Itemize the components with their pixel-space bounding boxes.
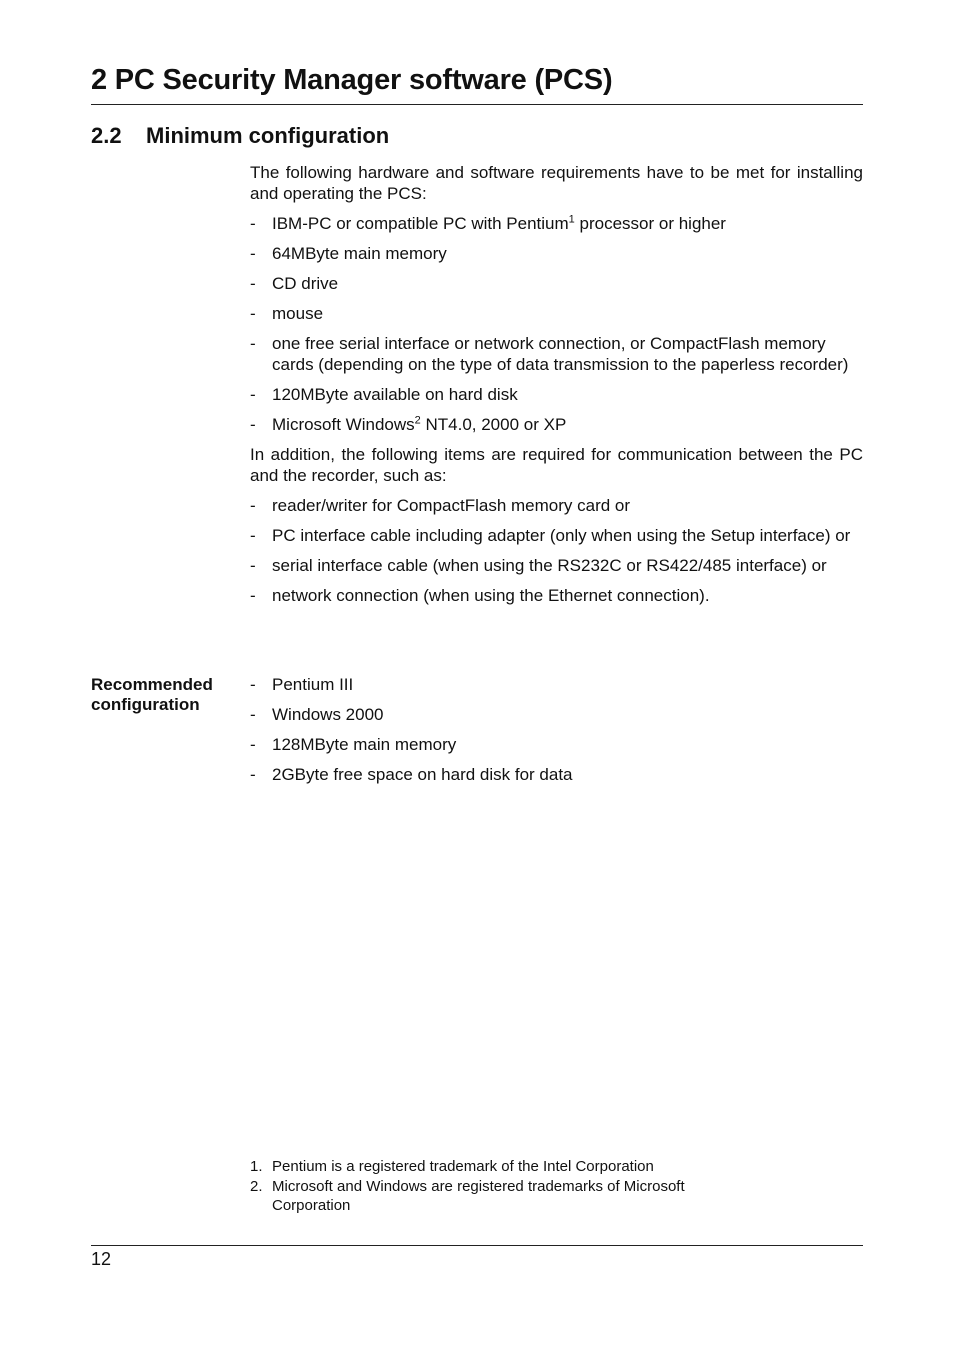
footnote-ref: 2 [414,414,421,427]
requirement-text: mouse [272,304,324,323]
chapter-title: 2 PC Security Manager software (PCS) [91,64,613,96]
requirement-text: CD drive [272,274,339,293]
requirement-tail: processor or higher [574,214,726,233]
recommended-item [250,674,863,695]
main-content [250,162,863,615]
recommended-text: 128MByte main memory [272,735,457,754]
recommended-text: 2GByte free space on hard disk for data [272,765,573,784]
requirement-item [250,303,863,324]
requirement-tail: NT4.0, 2000 or XP [420,415,567,434]
recommended-list [250,674,863,794]
list-dash: - [250,304,256,323]
list-dash: - [250,586,256,605]
addition-paragraph: In addition, the following items are required for communication between the PC and the recorder, such as: [250,445,863,485]
list-dash: - [250,415,256,434]
list-dash: - [250,526,256,545]
requirement-item [250,333,863,375]
header-rule [91,104,863,105]
recommended-text: Pentium III [272,675,354,694]
communication-text: PC interface cable including adapter (only when using the Setup interface) or [272,526,851,545]
requirement-text: one free serial interface or network connection, or CompactFlash memory cards (depending on the type of data transmission to the paperless recorder) [272,334,849,374]
footnotes [250,1157,750,1216]
communication-item [250,555,863,576]
footnote-number: 2. [250,1177,263,1195]
recommended-label: Recommended configuration [91,675,213,714]
recommended-item [250,764,863,785]
recommended-item [250,704,863,725]
requirement-text: 64MByte main memory [272,244,447,263]
footnote-number: 1. [250,1158,263,1175]
communication-text: serial interface cable (when using the RS232C or RS422/485 interface) or [272,556,827,575]
list-dash: - [250,675,256,694]
communication-item [250,525,863,546]
footnote-text: Pentium is a registered trademark of the Intel Corporation [272,1158,654,1175]
list-dash: - [250,705,256,724]
list-dash: - [250,334,256,353]
requirement-item [250,273,863,294]
recommended-item [250,734,863,755]
footnote-text: Microsoft and Windows are registered trademarks of Microsoft Corporation [272,1177,685,1214]
communication-item [250,495,863,516]
page-number: 12 [91,1249,112,1269]
footnote [250,1177,750,1216]
list-dash: - [250,214,256,233]
requirement-item [250,243,863,264]
requirement-item [250,213,863,234]
requirement-text: IBM-PC or compatible PC with Pentium [272,214,569,233]
list-dash: - [250,274,256,293]
list-dash: - [250,496,256,515]
footer-rule [91,1245,863,1246]
communication-text: reader/writer for CompactFlash memory card or [272,496,631,515]
list-dash: - [250,735,256,754]
section-number: 2.2 [91,123,122,148]
list-dash: - [250,244,256,263]
footnote [250,1157,750,1177]
section-title: Minimum configuration [146,123,390,148]
requirement-item [250,414,863,435]
communication-text: network connection (when using the Ethernet connection). [272,586,710,605]
section-heading [91,123,389,149]
list-dash: - [250,385,256,404]
list-dash: - [250,765,256,784]
intro-paragraph: The following hardware and software requirements have to be met for installing and operating the PCS: [250,163,863,203]
requirement-text: 120MByte available on hard disk [272,385,518,404]
footnote-ref: 1 [568,213,575,226]
list-dash: - [250,556,256,575]
requirement-item [250,384,863,405]
communication-item [250,585,863,606]
requirement-text: Microsoft Windows [272,415,415,434]
recommended-text: Windows 2000 [272,705,384,724]
